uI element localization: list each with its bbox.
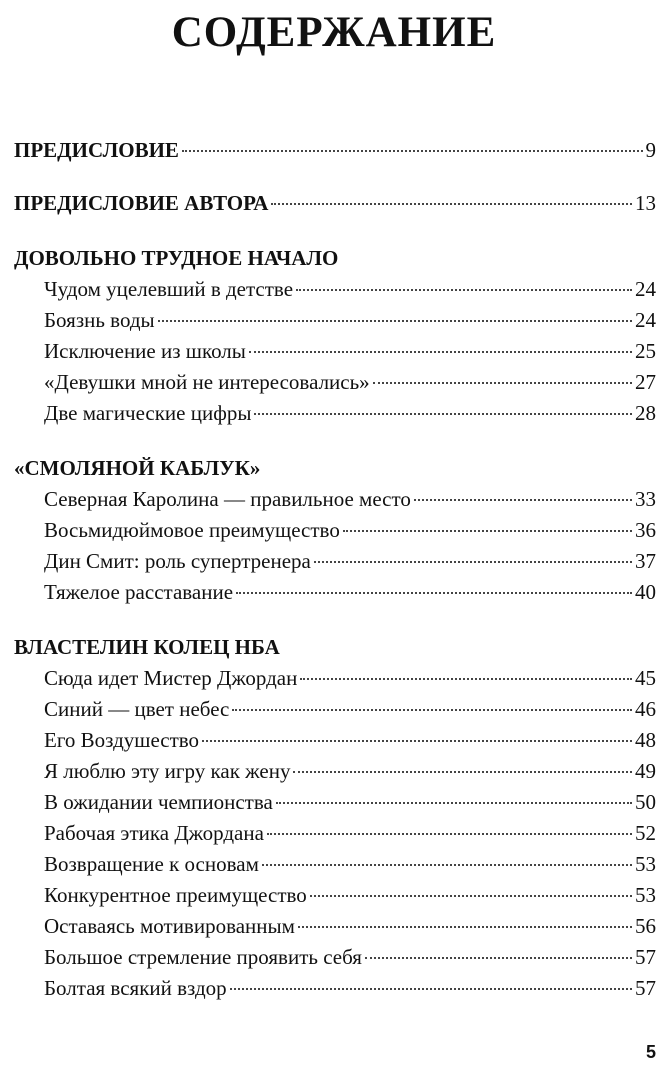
dot-leader	[414, 499, 632, 501]
toc-entry[interactable]	[14, 787, 656, 818]
toc-entry-label: Дин Смит: роль супертренера	[44, 549, 311, 573]
toc-entry[interactable]	[14, 484, 656, 515]
toc-page-number: 9	[645, 138, 656, 162]
toc-page-number: 33	[635, 487, 656, 511]
toc-entry-label: Боязнь воды	[44, 308, 155, 332]
toc-section-heading[interactable]: ДОВОЛЬНО ТРУДНОЕ НАЧАЛО	[14, 246, 339, 270]
dot-leader	[267, 833, 632, 835]
toc-entry-label: Восьмидюймовое преимущество	[44, 518, 340, 542]
dot-leader	[293, 771, 632, 773]
toc-entry-label: В ожидании чемпионства	[44, 790, 273, 814]
toc-page-number: 40	[635, 580, 656, 604]
toc-page-number: 36	[635, 518, 656, 542]
toc-entry[interactable]	[14, 663, 656, 694]
toc-entry-author-preface[interactable]	[14, 188, 656, 219]
toc-entry-label: Я люблю эту игру как жену	[44, 759, 291, 783]
toc-entry-label: ПРЕДИСЛОВИЕ АВТОРА	[14, 191, 269, 215]
dot-leader	[271, 203, 632, 205]
toc-entry[interactable]	[14, 756, 656, 787]
dot-leader	[230, 988, 632, 990]
toc-entry[interactable]	[14, 942, 656, 973]
dot-leader	[314, 561, 632, 563]
dot-leader	[373, 382, 632, 384]
toc-page-number: 52	[635, 821, 656, 845]
toc-entry[interactable]	[14, 398, 656, 429]
toc-entry[interactable]	[14, 694, 656, 725]
toc-entry[interactable]	[14, 515, 656, 546]
toc-entry-label: Болтая всякий вздор	[44, 976, 227, 1000]
toc-entry[interactable]	[14, 367, 656, 398]
toc-page-number: 27	[635, 370, 656, 394]
toc-entry-label: Конкурентное преимущество	[44, 883, 307, 907]
toc-section-heading[interactable]: «СМОЛЯНОЙ КАБЛУК»	[14, 456, 261, 480]
toc-entry[interactable]	[14, 911, 656, 942]
toc-entry[interactable]	[14, 725, 656, 756]
dot-leader	[310, 895, 632, 897]
toc-page-number: 57	[635, 945, 656, 969]
dot-leader	[182, 150, 643, 152]
toc-entry-label: ПРЕДИСЛОВИЕ	[14, 138, 179, 162]
toc-entry-label: Синий — цвет небес	[44, 697, 230, 721]
toc-page-number: 24	[635, 308, 656, 332]
toc-entry-label: Возвращение к основам	[44, 852, 259, 876]
toc-section-heading[interactable]: ВЛАСТЕЛИН КОЛЕЦ НБА	[14, 635, 280, 659]
toc-entry-label: Исключение из школы	[44, 339, 246, 363]
toc-entry[interactable]	[14, 305, 656, 336]
toc-entry-label: Большое стремление проявить себя	[44, 945, 362, 969]
dot-leader	[296, 289, 632, 291]
dot-leader	[262, 864, 632, 866]
toc-entry[interactable]	[14, 973, 656, 1004]
dot-leader	[276, 802, 632, 804]
toc-page-number: 25	[635, 339, 656, 363]
toc-page-number: 24	[635, 277, 656, 301]
dot-leader	[158, 320, 632, 322]
page-number: 5	[645, 1042, 656, 1062]
dot-leader	[236, 592, 632, 594]
dot-leader	[254, 413, 632, 415]
toc-entry[interactable]	[14, 546, 656, 577]
toc-page-number: 49	[635, 759, 656, 783]
toc-sections	[14, 243, 656, 1004]
toc-page-number: 57	[635, 976, 656, 1000]
toc-page-number: 56	[635, 914, 656, 938]
toc-entry[interactable]	[14, 274, 656, 305]
dot-leader	[343, 530, 632, 532]
toc-entry-label: Оставаясь мотивированным	[44, 914, 295, 938]
toc-entry[interactable]	[14, 880, 656, 911]
dot-leader	[365, 957, 632, 959]
toc-page-number: 53	[635, 852, 656, 876]
dot-leader	[249, 351, 632, 353]
toc-entry-label: Сюда идет Мистер Джордан	[44, 666, 298, 690]
toc-entry-label: Его Воздушество	[44, 728, 200, 752]
dot-leader	[300, 678, 632, 680]
toc-entry[interactable]	[14, 849, 656, 880]
toc-page-number: 45	[635, 666, 656, 690]
toc-page-number: 28	[635, 401, 656, 425]
toc-entry[interactable]	[14, 577, 656, 608]
toc-entry-label: Тяжелое расставание	[44, 580, 234, 604]
toc-page-number: 48	[635, 728, 656, 752]
toc-page-number: 53	[635, 883, 656, 907]
toc-entry-preface[interactable]	[14, 135, 656, 166]
dot-leader	[298, 926, 632, 928]
toc-entry-label: Северная Каролина — правильное место	[44, 487, 411, 511]
dot-leader	[232, 709, 632, 711]
toc-page-number: 37	[635, 549, 656, 573]
toc-entry-label: Рабочая этика Джордана	[44, 821, 264, 845]
table-of-contents	[14, 135, 656, 1004]
toc-page-number: 50	[635, 790, 656, 814]
page-title: СОДЕРЖАНИЕ	[171, 9, 497, 56]
toc-entry-label: «Девушки мной не интересовались»	[44, 370, 370, 394]
toc-entry-label: Две магические цифры	[44, 401, 252, 425]
dot-leader	[202, 740, 632, 742]
toc-entry[interactable]	[14, 818, 656, 849]
toc-page-number: 13	[635, 191, 656, 215]
toc-page-number: 46	[635, 697, 656, 721]
toc-entry[interactable]	[14, 336, 656, 367]
toc-entry-label: Чудом уцелевший в детстве	[44, 277, 294, 301]
